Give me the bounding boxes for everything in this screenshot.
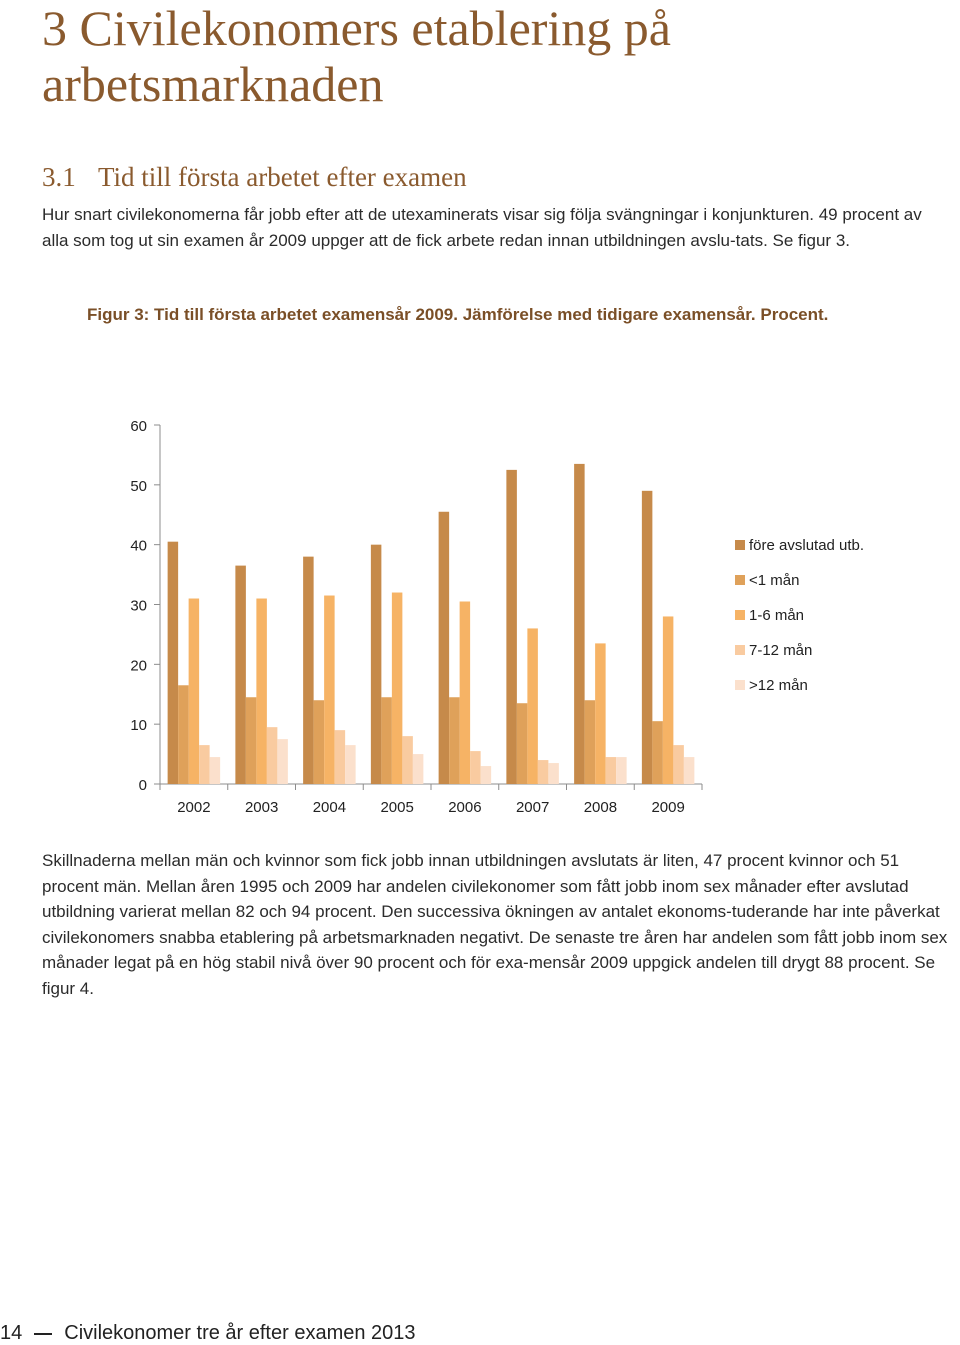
bar-2008-series-3 — [595, 643, 606, 784]
bar-2002-series-4 — [199, 745, 210, 784]
bar-2005-series-3 — [392, 593, 403, 784]
bar-2004-series-5 — [345, 745, 356, 784]
bar-2008-series-1 — [574, 464, 585, 784]
bar-2009-series-4 — [673, 745, 684, 784]
bar-2004-series-3 — [324, 596, 335, 784]
y-tick-label: 50 — [130, 477, 147, 495]
bar-2003-series-2 — [246, 697, 257, 784]
bar-2006-series-4 — [470, 751, 481, 784]
footer-dash — [34, 1333, 52, 1335]
bar-2005-series-4 — [402, 736, 413, 784]
x-tick-label: 2002 — [177, 799, 211, 816]
x-tick-label: 2007 — [515, 799, 550, 816]
bar-2003-series-5 — [277, 739, 288, 784]
x-tick-label: 2005 — [380, 799, 414, 816]
bar-2005-series-5 — [413, 754, 424, 784]
bar-2007-series-1 — [506, 470, 517, 784]
bar-2005-series-2 — [381, 697, 392, 784]
bar-2007-series-4 — [538, 760, 549, 784]
intro-paragraph: Hur snart civilekonomerna får jobb efter att de utexaminerats visar sig följa svängningar i konjunkturen. 49 procent av alla som tog ut sin examen år 2009 uppger att de fick arbete redan innan utbildningen avslu-tats. Se figur 3. — [42, 205, 922, 250]
figure-caption: Figur 3: Tid till första arbetet examensår 2009. Jämförelse med tidigare examensår. Procent. — [87, 305, 829, 324]
section-title — [42, 160, 467, 194]
bar-chart — [0, 400, 960, 830]
legend-label: 7-12 mån — [749, 642, 813, 659]
y-tick-label: 30 — [130, 597, 147, 615]
body-paragraph: Skillnaderna mellan män och kvinnor som fick jobb innan utbildningen avslutats är liten, 47 procent kvinnor och 51 procent män. Mellan åren 1995 och 2009 har andelen civilekonomer som fått jobb inom sex månader efter avslutad utbildning varierat mellan 82 och 94 procent. Den successiva ökningen av antalet ekonoms-tuderande har inte påverkat civilekonomers snabba etablering på arbetsmarknaden negativt. De senaste tre åren har andelen som fått jobb inom sex månader legat på en hög stabil nivå över 90 procent och för exa-mensår 2009 uppgick andelen till drygt 88 procent. Se figur 4. — [42, 851, 948, 998]
bar-2003-series-4 — [267, 727, 278, 784]
bar-2008-series-5 — [616, 757, 627, 784]
page-number: 14 — [0, 1322, 23, 1344]
bar-2005-series-1 — [371, 545, 382, 784]
legend-label: 1-6 mån — [749, 607, 805, 624]
x-tick-label: 2006 — [448, 799, 482, 816]
bar-2004-series-2 — [314, 700, 325, 784]
bar-2003-series-1 — [235, 566, 246, 784]
bar-2002-series-5 — [210, 757, 221, 784]
x-tick-label: 2009 — [651, 799, 685, 816]
bar-2006-series-2 — [449, 697, 460, 784]
x-tick-label: 2004 — [312, 799, 347, 816]
bar-2009-series-5 — [684, 757, 695, 784]
bar-2002-series-2 — [178, 685, 189, 784]
publication-title: Civilekonomer tre år efter examen 2013 — [64, 1322, 416, 1344]
bar-2002-series-3 — [189, 599, 200, 784]
y-tick-label: 40 — [130, 537, 147, 555]
legend-label: >12 mån — [749, 677, 808, 694]
section-title-text: Tid till första arbetet efter examen — [98, 162, 467, 192]
bar-2002-series-1 — [168, 542, 179, 784]
bar-2006-series-1 — [439, 512, 450, 784]
bar-2007-series-3 — [527, 628, 538, 784]
legend-swatch — [735, 645, 745, 655]
y-tick-label: 20 — [130, 657, 147, 675]
legend-swatch — [735, 540, 745, 550]
bar-2009-series-1 — [642, 491, 653, 784]
bar-2007-series-5 — [548, 763, 559, 784]
bar-2008-series-4 — [606, 757, 617, 784]
y-tick-label: 0 — [138, 777, 147, 794]
bar-2008-series-2 — [585, 700, 596, 784]
chapter-title: 3 Civilekonomers etablering på arbetsmarknaden — [42, 0, 672, 112]
legend-label: före avslutad utb. — [749, 537, 865, 554]
legend-swatch — [735, 680, 745, 690]
legend-swatch — [735, 610, 745, 620]
x-tick-label: 2008 — [583, 799, 618, 816]
legend-swatch — [735, 575, 745, 585]
bar-2006-series-3 — [460, 602, 471, 784]
bar-2006-series-5 — [481, 766, 492, 784]
x-tick-label: 2003 — [244, 799, 279, 816]
legend-label: <1 mån — [749, 572, 800, 589]
bar-2007-series-2 — [517, 703, 528, 784]
bar-2009-series-2 — [652, 721, 663, 784]
y-tick-label: 10 — [130, 717, 147, 735]
y-tick-label: 60 — [130, 418, 147, 435]
page-footer — [0, 1322, 416, 1345]
bar-2009-series-3 — [663, 616, 674, 784]
bar-2004-series-4 — [335, 730, 346, 784]
bar-2004-series-1 — [303, 557, 314, 784]
section-number: 3.1 — [42, 162, 76, 192]
bar-2003-series-3 — [256, 599, 267, 784]
